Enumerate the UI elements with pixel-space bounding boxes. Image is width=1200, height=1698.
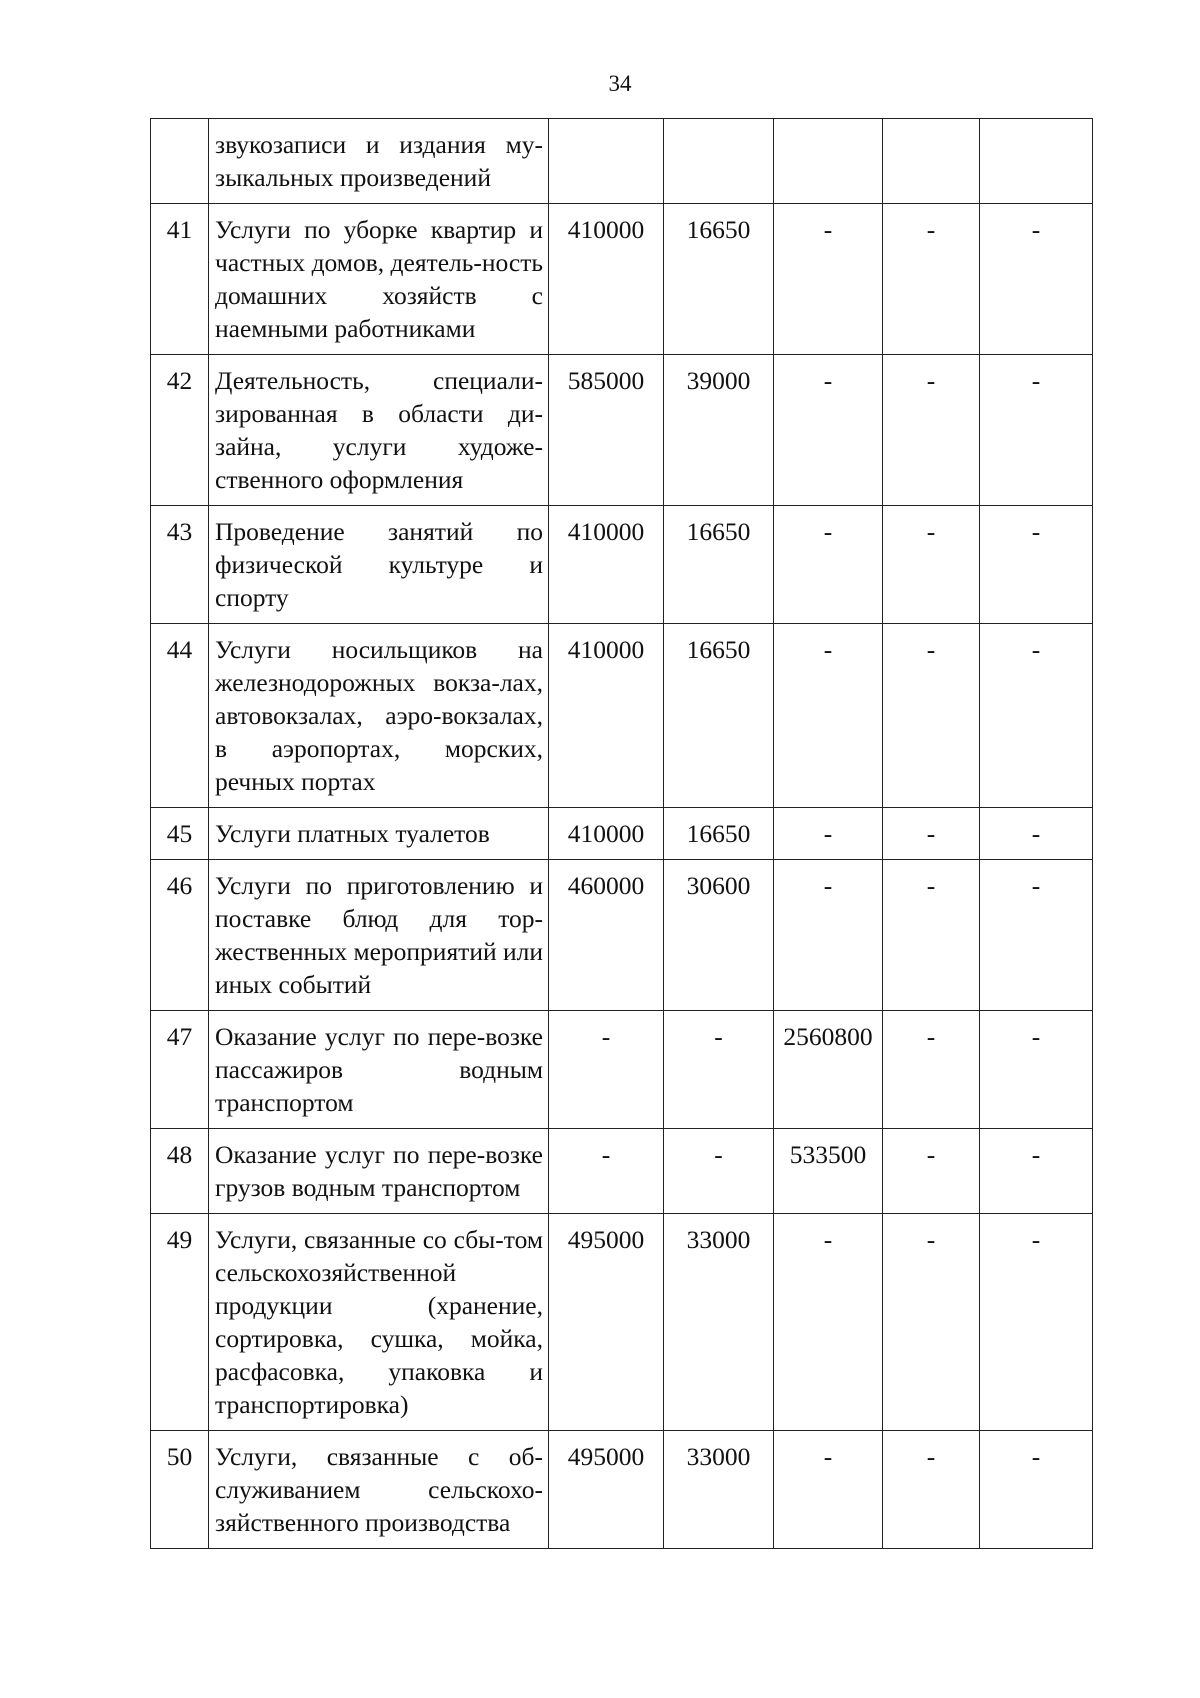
table-row: [151, 808, 1093, 860]
value-col-4: -: [883, 860, 980, 1011]
service-name: Услуги носильщиков на железнодорожных вокза-лах, автовокзалах, аэро-вокзалах, в аэропортах, морских, речных портах: [209, 624, 549, 808]
value-col-4: -: [883, 1431, 980, 1549]
service-name: Деятельность, специали-зированная в области ди-зайна, услуги художе-ственного оформления: [209, 355, 549, 506]
value-col-4: -: [883, 355, 980, 506]
value-col-2: 33000: [664, 1431, 774, 1549]
value-col-3: -: [774, 1214, 883, 1431]
service-name: Услуги, связанные с об-служиванием сельскохо-зяйственного производства: [209, 1431, 549, 1549]
table-row: [151, 506, 1093, 624]
value-col-5: -: [980, 1431, 1093, 1549]
page-number: 34: [608, 71, 632, 96]
value-col-5: -: [980, 1214, 1093, 1431]
value-col-1: 410000: [549, 506, 664, 624]
value-col-2: 30600: [664, 860, 774, 1011]
value-col-3: -: [774, 1431, 883, 1549]
value-col-5: -: [980, 204, 1093, 355]
table-row: [151, 860, 1093, 1011]
value-col-3: [774, 119, 883, 204]
tariff-table: [150, 118, 1093, 1549]
value-col-1: [549, 119, 664, 204]
service-name: Услуги по уборке квартир и частных домов, деятель-ность домашних хозяйств с наемными работниками: [209, 204, 549, 355]
value-col-2: -: [664, 1129, 774, 1214]
row-number: 50: [151, 1431, 209, 1549]
value-col-3: -: [774, 860, 883, 1011]
value-col-4: -: [883, 506, 980, 624]
value-col-4: -: [883, 1011, 980, 1129]
value-col-5: [980, 119, 1093, 204]
value-col-2: 16650: [664, 624, 774, 808]
row-number: 41: [151, 204, 209, 355]
value-col-2: 16650: [664, 204, 774, 355]
value-col-1: 495000: [549, 1431, 664, 1549]
value-col-2: 16650: [664, 506, 774, 624]
value-col-1: 410000: [549, 204, 664, 355]
row-number: 45: [151, 808, 209, 860]
value-col-1: -: [549, 1011, 664, 1129]
value-col-1: 495000: [549, 1214, 664, 1431]
row-number: 46: [151, 860, 209, 1011]
value-col-1: 460000: [549, 860, 664, 1011]
value-col-3: -: [774, 808, 883, 860]
value-col-5: -: [980, 1011, 1093, 1129]
service-name: Услуги, связанные со сбы-том сельскохозяйственной продукции (хранение, сортировка, сушка, мойка, расфасовка, упаковка и транспортировка): [209, 1214, 549, 1431]
value-col-2: [664, 119, 774, 204]
service-name: Проведение занятий по физической культуре и спорту: [209, 506, 549, 624]
value-col-3: 533500: [774, 1129, 883, 1214]
row-number: 44: [151, 624, 209, 808]
table-row: [151, 1011, 1093, 1129]
value-col-5: -: [980, 355, 1093, 506]
row-number: 42: [151, 355, 209, 506]
service-name: Оказание услуг по пере-возке грузов водным транспортом: [209, 1129, 549, 1214]
value-col-3: -: [774, 506, 883, 624]
table-row: [151, 355, 1093, 506]
table-row: [151, 204, 1093, 355]
table-row: [151, 119, 1093, 204]
row-number: 49: [151, 1214, 209, 1431]
value-col-3: 2560800: [774, 1011, 883, 1129]
value-col-5: -: [980, 860, 1093, 1011]
value-col-5: -: [980, 506, 1093, 624]
value-col-4: -: [883, 624, 980, 808]
value-col-4: -: [883, 1129, 980, 1214]
value-col-2: 33000: [664, 1214, 774, 1431]
value-col-5: -: [980, 808, 1093, 860]
table-row: [151, 1431, 1093, 1549]
value-col-4: [883, 119, 980, 204]
value-col-3: -: [774, 355, 883, 506]
value-col-2: 16650: [664, 808, 774, 860]
table-body: [151, 119, 1093, 1549]
value-col-4: -: [883, 1214, 980, 1431]
row-number: 48: [151, 1129, 209, 1214]
value-col-2: -: [664, 1011, 774, 1129]
value-col-5: -: [980, 624, 1093, 808]
row-number: [151, 119, 209, 204]
value-col-1: -: [549, 1129, 664, 1214]
service-name: звукозаписи и издания му-зыкальных произведений: [209, 119, 549, 204]
value-col-1: 410000: [549, 808, 664, 860]
value-col-3: -: [774, 204, 883, 355]
table-row: [151, 1214, 1093, 1431]
service-name: Оказание услуг по пере-возке пассажиров водным транспортом: [209, 1011, 549, 1129]
value-col-1: 410000: [549, 624, 664, 808]
table-row: [151, 624, 1093, 808]
value-col-1: 585000: [549, 355, 664, 506]
value-col-2: 39000: [664, 355, 774, 506]
row-number: 43: [151, 506, 209, 624]
value-col-5: -: [980, 1129, 1093, 1214]
value-col-3: -: [774, 624, 883, 808]
value-col-4: -: [883, 808, 980, 860]
service-name: Услуги по приготовлению и поставке блюд для тор-жественных мероприятий или иных событий: [209, 860, 549, 1011]
value-col-4: -: [883, 204, 980, 355]
table-row: [151, 1129, 1093, 1214]
service-name: Услуги платных туалетов: [209, 808, 549, 860]
row-number: 47: [151, 1011, 209, 1129]
